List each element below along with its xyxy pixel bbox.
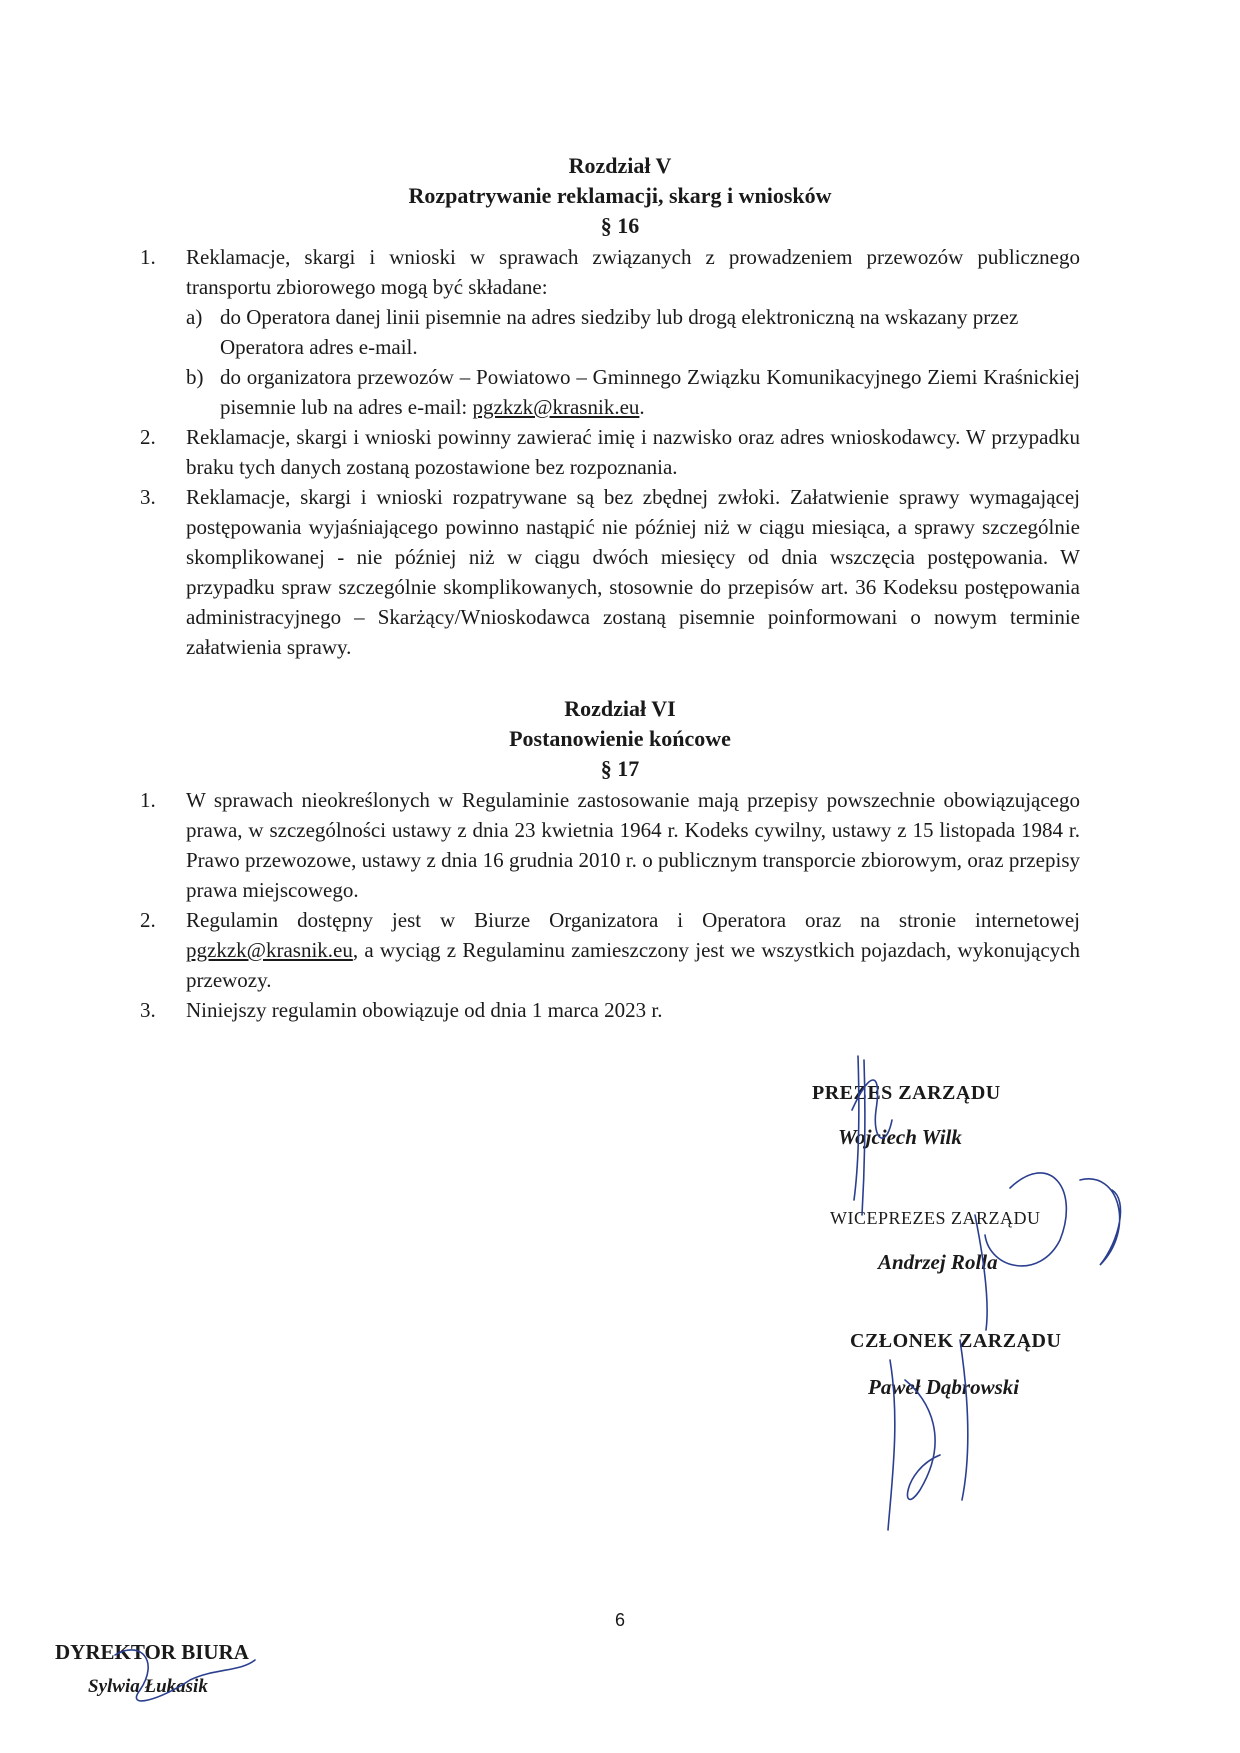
sub-item-label: a) bbox=[186, 305, 203, 329]
stamp-title-president: PREZES ZARZĄDU bbox=[812, 1082, 1001, 1104]
signature-vice-stroke bbox=[975, 1215, 987, 1330]
section-17: § 17 bbox=[600, 756, 640, 781]
signature-member-stroke bbox=[905, 1380, 940, 1499]
stamp-name-board-member: Paweł Dąbrowski bbox=[868, 1375, 1020, 1399]
item-text: Reklamacje, skargi i wnioski powinny zawierać imię i nazwisko oraz adres wnioskodawcy. W przypadku braku tych danych zostaną pozostawione bez rozpoznania. bbox=[186, 425, 1080, 479]
email-link[interactable]: pgzkzk@krasnik.eu bbox=[472, 395, 640, 419]
chapter-6-title: Rozdział VI bbox=[564, 696, 676, 721]
stamp-title-director: DYREKTOR BIURA bbox=[55, 1640, 249, 1664]
page-number: 6 bbox=[614, 1610, 625, 1630]
chapter-5-title: Rozdział V bbox=[568, 153, 672, 178]
item-number: 3. bbox=[140, 998, 156, 1022]
sub-item-text-end: . bbox=[639, 395, 645, 419]
section-16: § 16 bbox=[600, 213, 640, 238]
item-number: 1. bbox=[140, 788, 156, 812]
chapter-5-subtitle: Rozpatrywanie reklamacji, skarg i wniosków bbox=[408, 183, 832, 208]
stamp-title-vice-president: WICEPREZES ZARZĄDU bbox=[830, 1208, 1041, 1228]
stamp-title-board-member: CZŁONEK ZARZĄDU bbox=[850, 1330, 1062, 1352]
email-link[interactable]: pgzkzk@krasnik.eu bbox=[186, 938, 353, 962]
item-text: Reklamacje, skargi i wnioski w sprawach związanych z prowadzeniem przewozów publicznego transportu zbiorowego mogą być składane: bbox=[186, 245, 1080, 299]
signature-president-stroke bbox=[862, 1060, 865, 1215]
sub-item-text: do Operatora danej linii pisemnie na adres siedziby lub drogą elektroniczną na wskazany przez Operatora adres e-mail. bbox=[220, 305, 1019, 359]
signature-director-stroke bbox=[115, 1650, 255, 1701]
sub-item-label: b) bbox=[186, 365, 204, 389]
item-text: Regulamin dostępny jest w Biurze Organizatora i Operatora oraz na stronie internetowej bbox=[186, 908, 1080, 932]
item-number: 2. bbox=[140, 908, 156, 932]
stamp-name-director: Sylwia Łukasik bbox=[88, 1676, 208, 1697]
signature-member-stroke bbox=[960, 1340, 968, 1500]
item-text: Niniejszy regulamin obowiązuje od dnia 1 marca 2023 r. bbox=[186, 998, 663, 1022]
stamp-name-president: Wojciech Wilk bbox=[838, 1125, 962, 1149]
sub-item-text: do organizatora przewozów – Powiatowo – Gminnego Związku Komunikacyjnego Ziemi Kraśnickiej pisemnie lub na adres e-mail: bbox=[220, 365, 1080, 419]
item-text: Reklamacje, skargi i wnioski rozpatrywane są bez zbędnej zwłoki. Załatwienie sprawy wymagającej postępowania wyjaśniającego powinno nastąpić nie później niż w ciągu miesiąca, a sprawy szczególnie skomplikowanej - nie później niż w ciągu dwóch miesięcy od dnia wszczęcia postępowania. W przypadku spraw szczególnie skomplikowanych, stosownie do przepisów art. 36 Kodeksu postępowania administracyjnego – Skarżący/Wnioskodawca zostaną pisemnie poinformowani o nowym terminie załatwienia sprawy. bbox=[186, 485, 1080, 659]
signature-president-stroke bbox=[854, 1056, 859, 1200]
chapter-6-subtitle: Postanowienie końcowe bbox=[509, 726, 731, 751]
item-number: 2. bbox=[140, 425, 156, 449]
item-text: W sprawach nieokreślonych w Regulaminie zastosowanie mają przepisy powszechnie obowiązującego prawa, w szczególności ustawy z dnia 23 kwietnia 1964 r. Kodeks cywilny, ustawy z 15 listopada 1984 r. Prawo przewozowe, ustawy z dnia 16 grudnia 2010 r. o publicznym transporcie zbiorowym, oraz przepisy prawa miejscowego. bbox=[186, 788, 1080, 902]
item-number: 1. bbox=[140, 245, 156, 269]
stamp-name-vice-president: Andrzej Rolla bbox=[878, 1250, 998, 1274]
signature-vice-stroke bbox=[985, 1173, 1066, 1266]
signature-vice-stroke bbox=[1080, 1179, 1121, 1265]
signature-member-stroke bbox=[888, 1360, 895, 1530]
item-text-end: , a wyciąg z Regulaminu zamieszczony jest we wszystkich pojazdach, wykonujących przewozy. bbox=[186, 938, 1080, 992]
item-number: 3. bbox=[140, 485, 156, 509]
